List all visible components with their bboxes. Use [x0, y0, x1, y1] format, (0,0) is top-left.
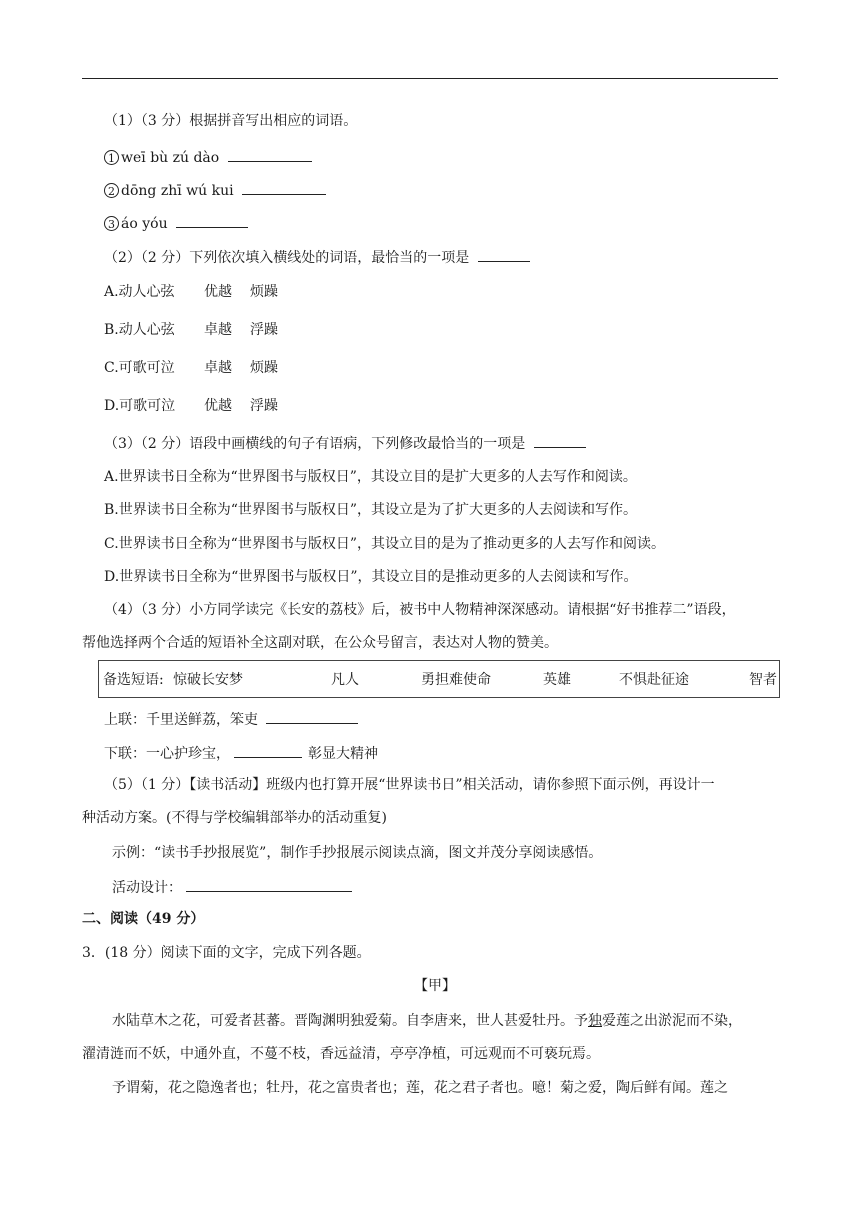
- pinyin-text: dōng zhī wú kui: [121, 183, 234, 199]
- option-word: 优越: [204, 398, 232, 414]
- phrase-option: 智者: [749, 672, 777, 688]
- option-word: 优越: [204, 284, 232, 300]
- passage-p1-line1: [112, 1011, 742, 1031]
- option-phrase: A.动人心弦: [104, 284, 175, 300]
- q2-option-b: [104, 320, 278, 340]
- circled-number: 2: [104, 183, 119, 198]
- couplet-upper: [104, 708, 358, 730]
- phrase-option: 英雄: [543, 672, 571, 688]
- q3-option-c: C.世界读书日全称为“世界图书与版权日”，其设立目的是为了推动更多的人去写作和阅读。: [104, 536, 665, 552]
- q3-header-text: （3）（2 分）语段中画横线的句子有语病，下列修改最恰当的一项是: [104, 436, 526, 452]
- option-phrase: D.可歌可泣: [104, 398, 176, 414]
- q4-line-1: （4）（3 分）小方同学读完《长安的荔枝》后，被书中人物精神深深感动。请根据“好书推荐二”语段，: [104, 602, 736, 618]
- q3-option-d: D.世界读书日全称为“世界图书与版权日”，其设立目的是推动更多的人去阅读和写作。: [104, 569, 638, 585]
- pinyin-text: áo yóu: [121, 216, 168, 232]
- phrase-option: 勇担难使命: [421, 672, 491, 688]
- couplet-lower-suffix: 彰显大精神: [308, 746, 378, 762]
- option-phrase: C.可歌可泣: [104, 360, 175, 376]
- q2-option-c: [104, 358, 278, 378]
- q3-header: [104, 432, 586, 454]
- passage-p1-line2: 濯清涟而不妖，中通外直，不蔓不枝，香远益清，亭亭净植，可远观而不可亵玩焉。: [82, 1046, 600, 1062]
- q5-example: 示例：“读书手抄报展览”，制作手抄报展示阅读点滴，图文并茂分享阅读感悟。: [112, 845, 603, 861]
- q2-option-d: [104, 396, 278, 416]
- section-title: 二、阅读（49 分）: [82, 911, 205, 927]
- phrase-box-label: 备选短语:: [103, 672, 164, 688]
- passage-p2-line1: 予谓菊，花之隐逸者也；牡丹，花之富贵者也；莲，花之君子者也。噫！菊之爱，陶后鲜有闻。莲之: [112, 1080, 728, 1096]
- answer-blank[interactable]: [176, 212, 248, 228]
- phrase-option: 惊破长安梦: [173, 672, 243, 688]
- q1-header: （1）（3 分）根据拼音写出相应的词语。: [104, 113, 358, 129]
- underlined-word: 独: [588, 1013, 602, 1029]
- q4-line-2: 帮他选择两个合适的短语补全这副对联，在公众号留言，表达对人物的赞美。: [82, 635, 558, 651]
- header-rule: [82, 78, 778, 79]
- answer-blank[interactable]: [242, 179, 326, 195]
- couplet-lower: [104, 742, 378, 764]
- option-word: 浮躁: [250, 398, 278, 414]
- q1-item-2: [104, 179, 326, 201]
- passage-text: 爱莲之出淤泥而不染，: [602, 1013, 742, 1029]
- option-phrase: B.动人心弦: [104, 322, 175, 338]
- pinyin-text: weī bù zú dào: [121, 150, 220, 166]
- q5-line-2: 种活动方案。(不得与学校编辑部举办的活动重复): [82, 810, 387, 826]
- q1-item-3: [104, 212, 248, 234]
- option-word: 烦躁: [250, 284, 278, 300]
- phrase-box: [98, 660, 780, 698]
- answer-blank[interactable]: [266, 708, 358, 724]
- answer-blank[interactable]: [534, 432, 586, 448]
- q5-design: [112, 876, 352, 898]
- circled-number: 3: [104, 216, 119, 231]
- q2-option-a: [104, 282, 278, 302]
- answer-blank[interactable]: [478, 246, 530, 262]
- passage-title: 【甲】: [414, 978, 456, 994]
- phrase-option: 不惧赴征途: [619, 672, 689, 688]
- couplet-upper-text: 上联：千里送鲜荔，笨吏: [104, 712, 258, 728]
- q2-header-text: （2）（2 分）下列依次填入横线处的词语，最恰当的一项是: [104, 250, 470, 266]
- option-word: 浮躁: [250, 322, 278, 338]
- answer-blank[interactable]: [186, 876, 352, 892]
- q5-design-label: 活动设计：: [112, 880, 182, 896]
- q3-option-b: B.世界读书日全称为“世界图书与版权日”，其设立是为了扩大更多的人去阅读和写作。: [104, 502, 638, 518]
- answer-blank[interactable]: [234, 742, 302, 758]
- phrase-option: 凡人: [331, 672, 359, 688]
- passage-text: 水陆草木之花，可爱者甚蕃。晋陶渊明独爱菊。自李唐来，世人甚爱牡丹。予: [112, 1013, 588, 1029]
- option-word: 卓越: [204, 322, 232, 338]
- q1-item-1: [104, 146, 312, 168]
- option-word: 卓越: [204, 360, 232, 376]
- circled-number: 1: [104, 150, 119, 165]
- option-word: 烦躁: [250, 360, 278, 376]
- q2-header: [104, 246, 530, 268]
- couplet-lower-prefix: 下联：一心护珍宝，: [104, 746, 230, 762]
- q3-option-a: A.世界读书日全称为“世界图书与版权日”，其设立目的是扩大更多的人去写作和阅读。: [104, 469, 637, 485]
- q5-line-1: （5）（1 分）【读书活动】班级内也打算开展“世界读书日”相关活动，请你参照下面示例，再设计一: [104, 777, 715, 793]
- answer-blank[interactable]: [228, 146, 312, 162]
- q3-reading-header: 3．(18 分）阅读下面的文字，完成下列各题。: [82, 945, 371, 961]
